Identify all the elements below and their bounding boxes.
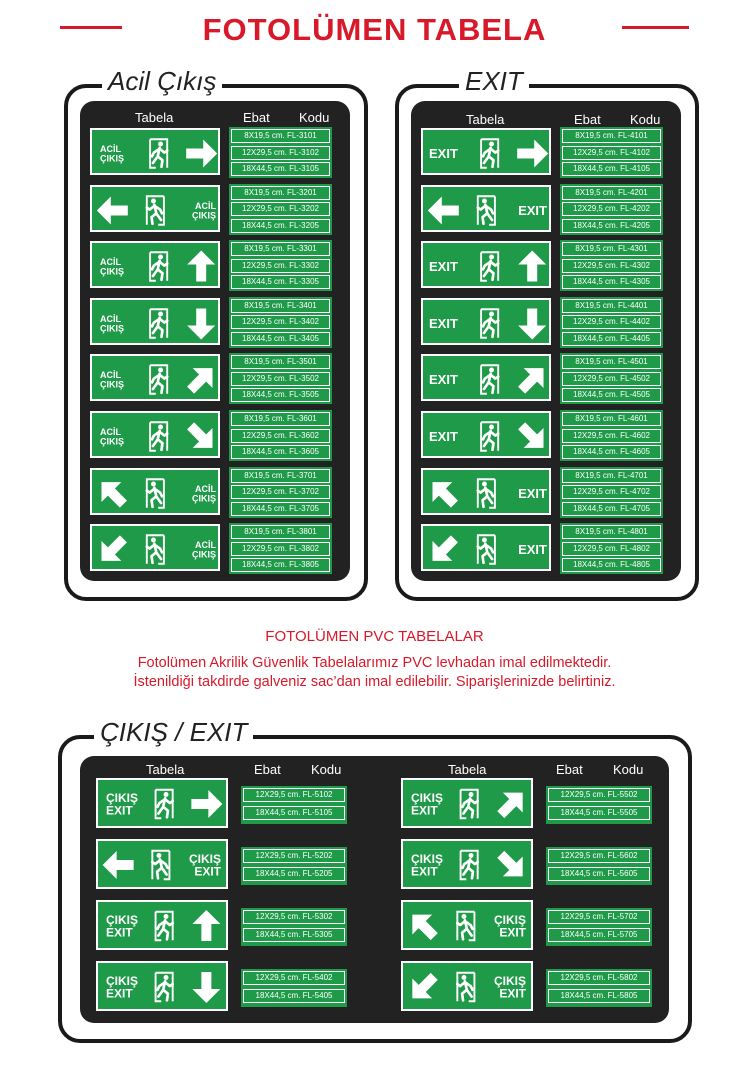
running-man-icon <box>478 196 495 225</box>
size-code-row: 12X29,5 cm. FL-5502 <box>548 788 650 802</box>
sign-image <box>96 778 228 828</box>
size-code-list <box>560 127 663 178</box>
running-man-icon <box>457 973 474 1002</box>
size-code-row: 8X19,5 cm. FL-4201 <box>562 186 661 200</box>
size-code-list <box>560 184 663 235</box>
arrow-upright-icon <box>181 359 222 401</box>
sign-image <box>421 298 551 345</box>
size-code-row: 12X29,5 cm. FL-4202 <box>562 202 661 216</box>
arrow-downright-icon <box>512 416 553 458</box>
size-code-row: 12X29,5 cm. FL-4702 <box>562 485 661 499</box>
sign-label-text: EXIT <box>518 202 547 218</box>
sign-image <box>90 128 220 175</box>
sign-image <box>96 839 228 889</box>
arrow-downright-icon <box>181 416 222 458</box>
sign-label-text: ÇIKIŞ <box>411 851 444 866</box>
size-code-row: 8X19,5 cm. FL-4801 <box>562 525 661 539</box>
sign-label-text: ÇIKIŞ <box>411 790 444 805</box>
cikis-panel <box>80 756 669 1023</box>
sign-label-text: ÇIKIŞ <box>493 973 526 988</box>
sign-image <box>96 961 228 1011</box>
size-code-list <box>560 467 663 518</box>
sign-image <box>421 128 551 175</box>
header-tabela: Tabela <box>448 762 487 777</box>
size-code-row: 18X44,5 cm. FL-5505 <box>548 806 650 820</box>
size-code-row: 12X29,5 cm. FL-3202 <box>231 202 330 216</box>
sign-image <box>90 468 220 515</box>
size-code-row: 18X44,5 cm. FL-4605 <box>562 445 661 459</box>
size-code-list <box>229 127 332 178</box>
sign-label-text: EXIT <box>106 803 133 818</box>
sign-label-text: EXIT <box>429 372 458 388</box>
size-code-row: 18X44,5 cm. FL-4705 <box>562 502 661 516</box>
size-code-row: 12X29,5 cm. FL-4602 <box>562 429 661 443</box>
header-ebat: Ebat <box>254 762 281 777</box>
size-code-row: 18X44,5 cm. FL-3605 <box>231 445 330 459</box>
sign-label-text: ÇIKIŞ <box>100 379 125 390</box>
running-man-icon <box>481 139 498 168</box>
size-code-list <box>241 847 347 885</box>
sign-label-text: ÇIKIŞ <box>100 266 125 277</box>
size-code-row: 8X19,5 cm. FL-4701 <box>562 469 661 483</box>
arrow-upleft-icon <box>92 472 133 514</box>
size-code-list <box>229 467 332 518</box>
page-header <box>0 6 749 50</box>
header-ebat: Ebat <box>574 112 601 127</box>
size-code-row: 12X29,5 cm. FL-3702 <box>231 485 330 499</box>
running-man-icon <box>150 422 167 451</box>
sign-label-text: ÇIKIŞ <box>191 209 216 220</box>
arrow-down-icon <box>187 308 215 339</box>
sign-label-text: ACİL <box>195 200 216 211</box>
size-code-list <box>546 969 652 1007</box>
running-man-icon <box>147 196 164 225</box>
sign-label-text: ÇIKIŞ <box>100 153 125 164</box>
size-code-row: 18X44,5 cm. FL-4305 <box>562 275 661 289</box>
running-man-icon <box>481 309 498 338</box>
exit-panel <box>411 101 681 581</box>
running-man-icon <box>461 851 478 880</box>
size-code-row: 18X44,5 cm. FL-5805 <box>548 989 650 1003</box>
size-code-row: 8X19,5 cm. FL-3201 <box>231 186 330 200</box>
header-tabela: Tabela <box>146 762 185 777</box>
header-kodu: Kodu <box>613 762 644 777</box>
size-code-list <box>546 908 652 946</box>
arrow-upleft-icon <box>403 905 444 947</box>
running-man-icon <box>147 479 164 508</box>
size-code-row: 12X29,5 cm. FL-3802 <box>231 542 330 556</box>
sign-label-text: EXIT <box>106 925 133 940</box>
size-code-row: 12X29,5 cm. FL-5602 <box>548 849 650 863</box>
sign-image <box>90 524 220 571</box>
acil-panel <box>80 101 350 581</box>
size-code-row: 18X44,5 cm. FL-5105 <box>243 806 345 820</box>
running-man-icon <box>481 252 498 281</box>
size-code-row: 12X29,5 cm. FL-3102 <box>231 146 330 160</box>
header-tabela: Tabela <box>135 110 174 125</box>
header-kodu: Kodu <box>311 762 342 777</box>
size-code-list <box>229 410 332 461</box>
size-code-row: 12X29,5 cm. FL-5402 <box>243 971 345 985</box>
size-code-row: 8X19,5 cm. FL-3801 <box>231 525 330 539</box>
sign-label-text: ACİL <box>100 426 121 437</box>
size-code-list <box>229 240 332 291</box>
size-code-list <box>560 240 663 291</box>
arrow-up-icon <box>192 910 220 941</box>
sign-image <box>401 961 533 1011</box>
sign-label-text: ACİL <box>195 483 216 494</box>
running-man-icon <box>150 366 167 395</box>
sign-label-text: EXIT <box>411 864 438 879</box>
sign-label-text: EXIT <box>429 429 458 445</box>
sign-label-text: ÇIKIŞ <box>100 323 125 334</box>
sign-image <box>421 468 551 515</box>
arrow-down-icon <box>518 308 546 339</box>
sign-label-text: ÇIKIŞ <box>100 436 125 447</box>
size-code-row: 18X44,5 cm. FL-5405 <box>243 989 345 1003</box>
size-code-row: 8X19,5 cm. FL-3301 <box>231 242 330 256</box>
size-code-row: 8X19,5 cm. FL-4501 <box>562 355 661 369</box>
size-code-list <box>241 908 347 946</box>
size-code-list <box>229 353 332 404</box>
sign-image <box>401 778 533 828</box>
sign-image <box>90 354 220 401</box>
size-code-row: 8X19,5 cm. FL-3601 <box>231 412 330 426</box>
size-code-row: 8X19,5 cm. FL-3101 <box>231 129 330 143</box>
arrow-right-icon <box>517 140 548 168</box>
sign-image <box>421 524 551 571</box>
running-man-icon <box>481 366 498 395</box>
sign-image <box>90 411 220 458</box>
arrow-left-icon <box>428 196 459 224</box>
arrow-downleft-icon <box>403 966 444 1008</box>
page-title: FOTOLÜMEN TABELA <box>191 12 559 47</box>
size-code-row: 12X29,5 cm. FL-3302 <box>231 259 330 273</box>
arrow-downright-icon <box>491 844 532 886</box>
running-man-icon <box>457 912 474 941</box>
sign-label-text: ACİL <box>195 540 216 551</box>
header-kodu: Kodu <box>299 110 330 125</box>
size-code-list <box>241 786 347 824</box>
sign-label-text: EXIT <box>499 986 526 1001</box>
arrow-upleft-icon <box>423 472 464 514</box>
size-code-row: 18X44,5 cm. FL-4105 <box>562 162 661 176</box>
sign-label-text: ÇIKIŞ <box>106 973 139 988</box>
description-line-1: Fotolümen Akrilik Güvenlik Tabelalarımız PVC levhadan imal edilmektedir. <box>137 655 612 671</box>
running-man-icon <box>156 912 173 941</box>
size-code-row: 12X29,5 cm. FL-5802 <box>548 971 650 985</box>
sign-label-text: EXIT <box>429 315 458 331</box>
arrow-down-icon <box>192 972 220 1003</box>
size-code-list <box>560 297 663 348</box>
size-code-row: 12X29,5 cm. FL-4102 <box>562 146 661 160</box>
sign-label-text: EXIT <box>411 803 438 818</box>
header-tabela: Tabela <box>466 112 505 127</box>
size-code-row: 18X44,5 cm. FL-5205 <box>243 867 345 881</box>
size-code-row: 18X44,5 cm. FL-3205 <box>231 219 330 233</box>
sign-label-text: EXIT <box>518 542 547 558</box>
sign-label-text: ÇIKIŞ <box>188 851 221 866</box>
running-man-icon <box>478 479 495 508</box>
running-man-icon <box>147 535 164 564</box>
sign-image <box>401 839 533 889</box>
running-man-icon <box>156 790 173 819</box>
size-code-row: 12X29,5 cm. FL-5102 <box>243 788 345 802</box>
running-man-icon <box>461 790 478 819</box>
size-code-row: 18X44,5 cm. FL-4805 <box>562 558 661 572</box>
arrow-upright-icon <box>491 783 532 825</box>
size-code-row: 18X44,5 cm. FL-4205 <box>562 219 661 233</box>
cikis-title: ÇIKIŞ / EXIT <box>94 717 253 748</box>
running-man-icon <box>481 422 498 451</box>
size-code-list <box>241 969 347 1007</box>
size-code-row: 18X44,5 cm. FL-3705 <box>231 502 330 516</box>
size-code-row: 12X29,5 cm. FL-3402 <box>231 315 330 329</box>
running-man-icon <box>152 851 169 880</box>
sign-image <box>421 411 551 458</box>
size-code-row: 12X29,5 cm. FL-4802 <box>562 542 661 556</box>
sign-label-text: EXIT <box>518 485 547 501</box>
size-code-row: 8X19,5 cm. FL-4101 <box>562 129 661 143</box>
size-code-row: 18X44,5 cm. FL-3805 <box>231 558 330 572</box>
size-code-row: 18X44,5 cm. FL-3405 <box>231 332 330 346</box>
arrow-up-icon <box>187 251 215 282</box>
arrow-left-icon <box>103 851 134 879</box>
arrow-downleft-icon <box>92 529 133 571</box>
sign-image <box>421 241 551 288</box>
running-man-icon <box>150 139 167 168</box>
sign-label-text: ÇIKIŞ <box>191 492 216 503</box>
size-code-row: 8X19,5 cm. FL-3401 <box>231 299 330 313</box>
sign-label-text: EXIT <box>499 925 526 940</box>
size-code-row: 18X44,5 cm. FL-5605 <box>548 867 650 881</box>
section-heading: FOTOLÜMEN PVC TABELALAR <box>265 628 484 645</box>
sign-label-text: ÇIKIŞ <box>106 790 139 805</box>
sign-label-text: ÇIKIŞ <box>493 912 526 927</box>
sign-label-text: EXIT <box>429 259 458 275</box>
arrow-upright-icon <box>512 359 553 401</box>
size-code-list <box>229 523 332 574</box>
sign-image <box>90 241 220 288</box>
size-code-list <box>546 786 652 824</box>
sign-image <box>90 185 220 232</box>
sign-label-text: ACİL <box>100 370 121 381</box>
size-code-row: 12X29,5 cm. FL-5702 <box>548 910 650 924</box>
size-code-row: 12X29,5 cm. FL-4502 <box>562 372 661 386</box>
sign-label-text: ACİL <box>100 257 121 268</box>
size-code-row: 8X19,5 cm. FL-4301 <box>562 242 661 256</box>
description-line-2: İstenildiği takdirde galveniz sac’dan imal edilebilir. Siparişlerinizde belirtiniz. <box>133 674 616 690</box>
running-man-icon <box>150 309 167 338</box>
sign-label-text: ACİL <box>100 313 121 324</box>
acil-title: Acil Çıkış <box>102 66 222 97</box>
sign-label-text: ÇIKIŞ <box>191 549 216 560</box>
sign-label-text: ÇIKIŞ <box>106 912 139 927</box>
size-code-row: 12X29,5 cm. FL-3502 <box>231 372 330 386</box>
sign-image <box>421 354 551 401</box>
arrow-left-icon <box>97 196 128 224</box>
size-code-row: 12X29,5 cm. FL-4302 <box>562 259 661 273</box>
sign-image <box>421 185 551 232</box>
exit-title: EXIT <box>459 66 529 97</box>
size-code-row: 18X44,5 cm. FL-3105 <box>231 162 330 176</box>
sign-label-text: EXIT <box>429 146 458 162</box>
size-code-row: 12X29,5 cm. FL-3602 <box>231 429 330 443</box>
arrow-downleft-icon <box>423 529 464 571</box>
size-code-row: 8X19,5 cm. FL-4401 <box>562 299 661 313</box>
header-ebat: Ebat <box>243 110 270 125</box>
arrow-right-icon <box>191 790 222 818</box>
size-code-list <box>546 847 652 885</box>
size-code-row: 8X19,5 cm. FL-3701 <box>231 469 330 483</box>
size-code-row: 12X29,5 cm. FL-5302 <box>243 910 345 924</box>
size-code-row: 8X19,5 cm. FL-4601 <box>562 412 661 426</box>
size-code-row: 18X44,5 cm. FL-5305 <box>243 928 345 942</box>
arrow-up-icon <box>518 251 546 282</box>
running-man-icon <box>150 252 167 281</box>
arrow-right-icon <box>186 140 217 168</box>
sign-label-text: EXIT <box>106 986 133 1001</box>
running-man-icon <box>156 973 173 1002</box>
size-code-row: 18X44,5 cm. FL-4505 <box>562 388 661 402</box>
size-code-row: 18X44,5 cm. FL-3505 <box>231 388 330 402</box>
size-code-row: 8X19,5 cm. FL-3501 <box>231 355 330 369</box>
header-kodu: Kodu <box>630 112 661 127</box>
sign-image <box>90 298 220 345</box>
size-code-list <box>560 353 663 404</box>
sign-label-text: EXIT <box>194 864 221 879</box>
sign-label-text: ACİL <box>100 143 121 154</box>
header-ebat: Ebat <box>556 762 583 777</box>
size-code-list <box>560 523 663 574</box>
size-code-row: 18X44,5 cm. FL-3305 <box>231 275 330 289</box>
size-code-row: 18X44,5 cm. FL-5705 <box>548 928 650 942</box>
size-code-row: 18X44,5 cm. FL-4405 <box>562 332 661 346</box>
size-code-list <box>560 410 663 461</box>
size-code-list <box>229 297 332 348</box>
size-code-row: 12X29,5 cm. FL-5202 <box>243 849 345 863</box>
running-man-icon <box>478 535 495 564</box>
sign-image <box>96 900 228 950</box>
size-code-row: 12X29,5 cm. FL-4402 <box>562 315 661 329</box>
size-code-list <box>229 184 332 235</box>
sign-image <box>401 900 533 950</box>
